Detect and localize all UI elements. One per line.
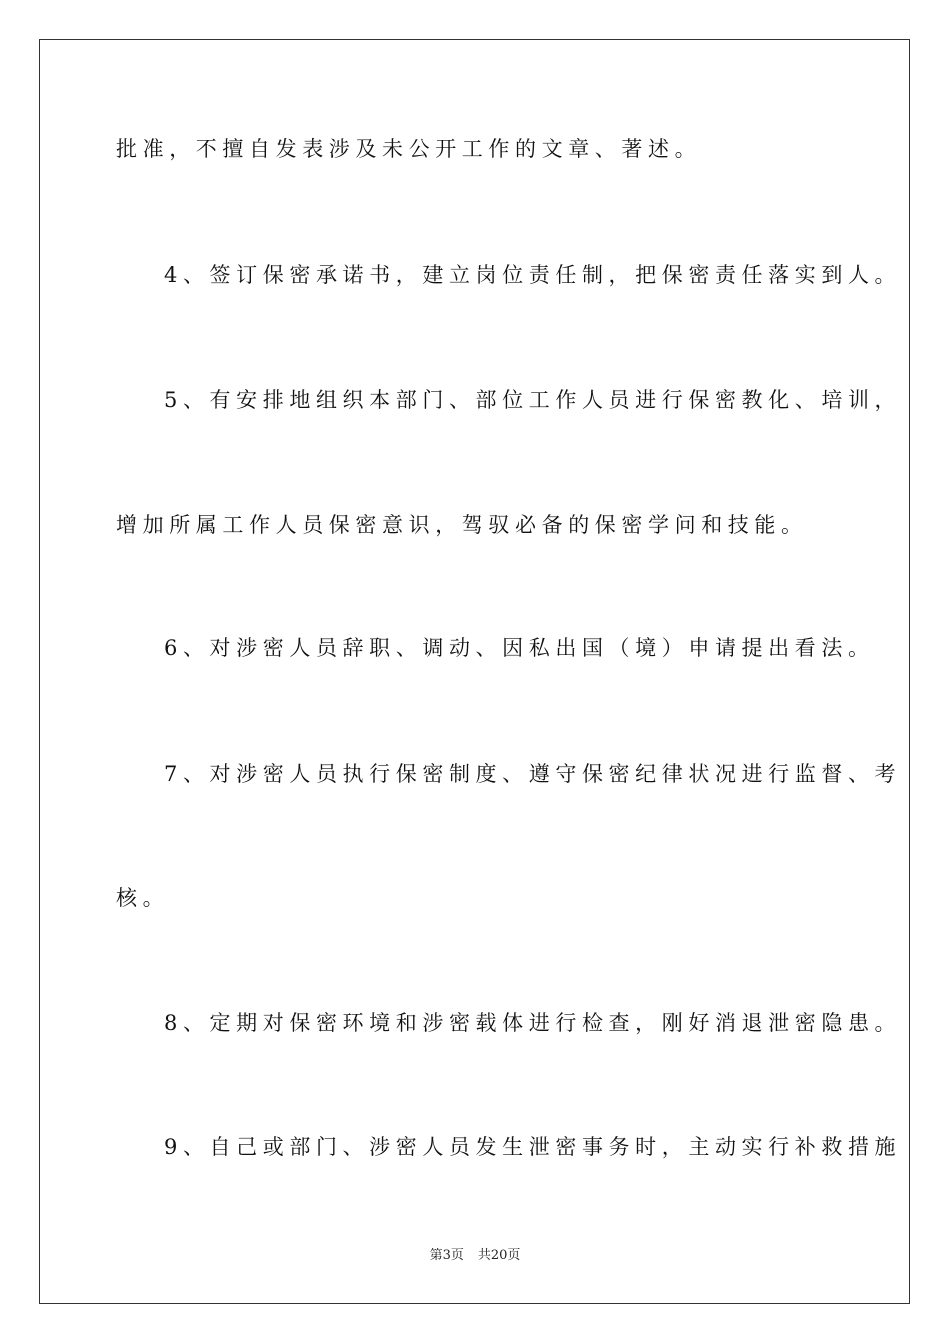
text-line-2: 4、签订保密承诺书，建立岗位责任制，把保密责任落实到人。: [164, 263, 902, 287]
page-border: [39, 39, 910, 1304]
text-line-1: 批准，不擅自发表涉及未公开工作的文章、著述。: [116, 137, 702, 161]
text-line-4: 增加所属工作人员保密意识，驾驭必备的保密学问和技能。: [116, 513, 808, 537]
text-line-6: 7、对涉密人员执行保密制度、遵守保密纪律状况进行监督、考: [164, 762, 902, 786]
page-total: 共20页: [477, 1248, 521, 1263]
text-line-3: 5、有安排地组织本部门、部位工作人员进行保密教化、培训，: [164, 388, 902, 412]
page-footer: [0, 1248, 950, 1264]
text-line-8: 8、定期对保密环境和涉密载体进行检查，刚好消退泄密隐患。: [164, 1011, 902, 1035]
text-line-5: 6、对涉密人员辞职、调动、因私出国（境）申请提出看法。: [164, 636, 875, 660]
text-line-7: 核。: [116, 886, 170, 910]
text-line-9: 9、自己或部门、涉密人员发生泄密事务时，主动实行补救措施: [164, 1135, 902, 1159]
page-number: 第3页: [429, 1248, 464, 1263]
